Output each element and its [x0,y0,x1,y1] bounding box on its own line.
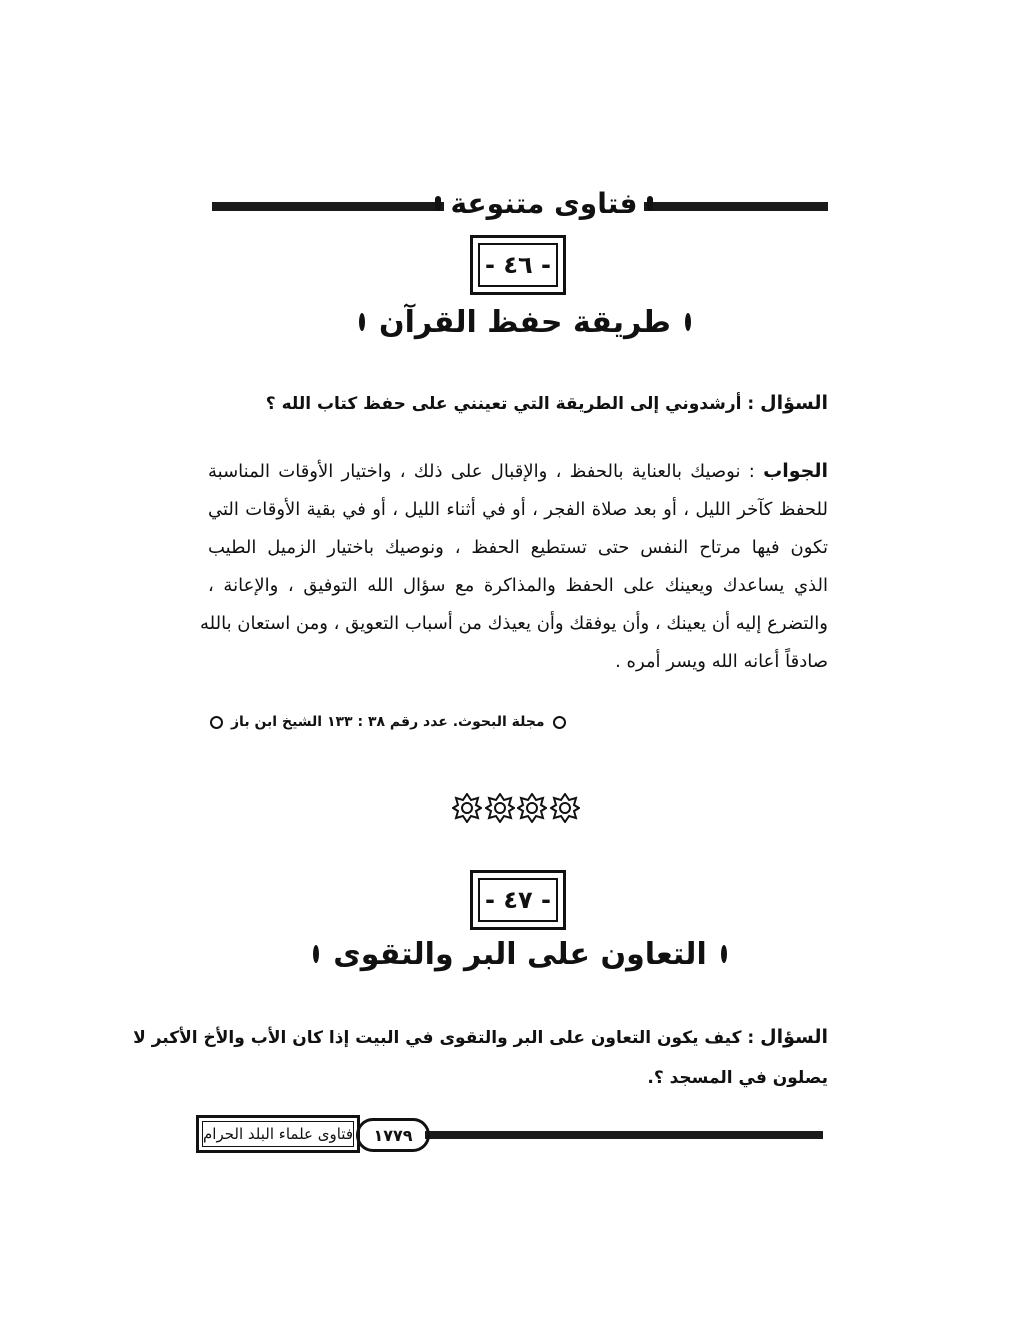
footer-rule [425,1131,823,1139]
question-label: السؤال [760,1026,828,1048]
square-icon [435,196,441,211]
book-title: فتاوى علماء البلد الحرام [202,1121,354,1147]
answer-line: صادقاً أعانه الله ويسر أمره . [615,651,828,672]
answer-line: تكون فيها مرتاح النفس حتى تستطيع الحفظ ، ونوصيك باختيار الزميل الطيب [208,537,828,558]
page-number: ١٧٧٩ [356,1118,430,1152]
fatwa-number: - ٤٧ - [478,878,558,922]
question-label: السؤال [760,392,828,414]
answer-label: الجواب [763,460,828,482]
source-reference [210,710,570,734]
header-rule-right [644,202,828,211]
source-text: مجلة البحوث. عدد رقم ٣٨ : ١٣٣ الشيخ ابن باز [231,714,545,730]
book-title-box [196,1115,360,1153]
question-text: : أرشدوني إلى الطريقة التي تعينني على حفظ كتاب الله ؟ [265,394,755,414]
section-divider-ornaments [452,788,580,828]
answer-line: الجواب : نوصيك بالعناية بالحفظ ، والإقبال على ذلك ، واختيار الأوقات المناسبة [208,460,828,482]
fatwa-number: - ٤٦ - [478,243,558,287]
circle-icon [359,313,365,331]
question [133,1026,828,1048]
star-ornament-icon [452,793,482,823]
fatwa-title [333,932,707,976]
circle-icon [721,945,727,963]
circle-icon [210,716,223,729]
fatwa-title-text: التعاون على البر والتقوى [333,936,707,972]
circle-icon [685,313,691,331]
question-text: : كيف يكون التعاون على البر والتقوى في البيت إذا كان الأب والأخ الأكبر لا [133,1028,755,1048]
section-title: فتاوى متنوعة [450,186,638,220]
circle-icon [313,945,319,963]
fatwa-title [379,300,671,344]
answer-line: والتضرع إليه أن يعينك ، وأن يوفقك وأن يعيذك من أسباب التعويق ، ومن استعان بالله [199,613,828,634]
square-icon [647,196,653,211]
header-rule-left [212,202,444,211]
fatwa-number-box [470,235,566,295]
answer-line: الذي يساعدك ويعينك على الحفظ والمذاكرة مع سؤال الله التوفيق ، والإعانة ، [208,575,828,596]
fatwa-number-box [470,870,566,930]
answer [199,452,828,681]
star-ornament-icon [485,793,515,823]
question-continuation: يصلون في المسجد ؟. [647,1068,828,1088]
section-header [444,182,644,224]
answer-line: للحفظ كآخر الليل ، أو بعد صلاة الفجر ، أو في أثناء الليل ، أو في بقية الأوقات التي [208,499,828,520]
star-ornament-icon [517,793,547,823]
star-ornament-icon [550,793,580,823]
circle-icon [553,716,566,729]
question [266,392,828,414]
fatwa-title-text: طريقة حفظ القرآن [379,304,671,340]
